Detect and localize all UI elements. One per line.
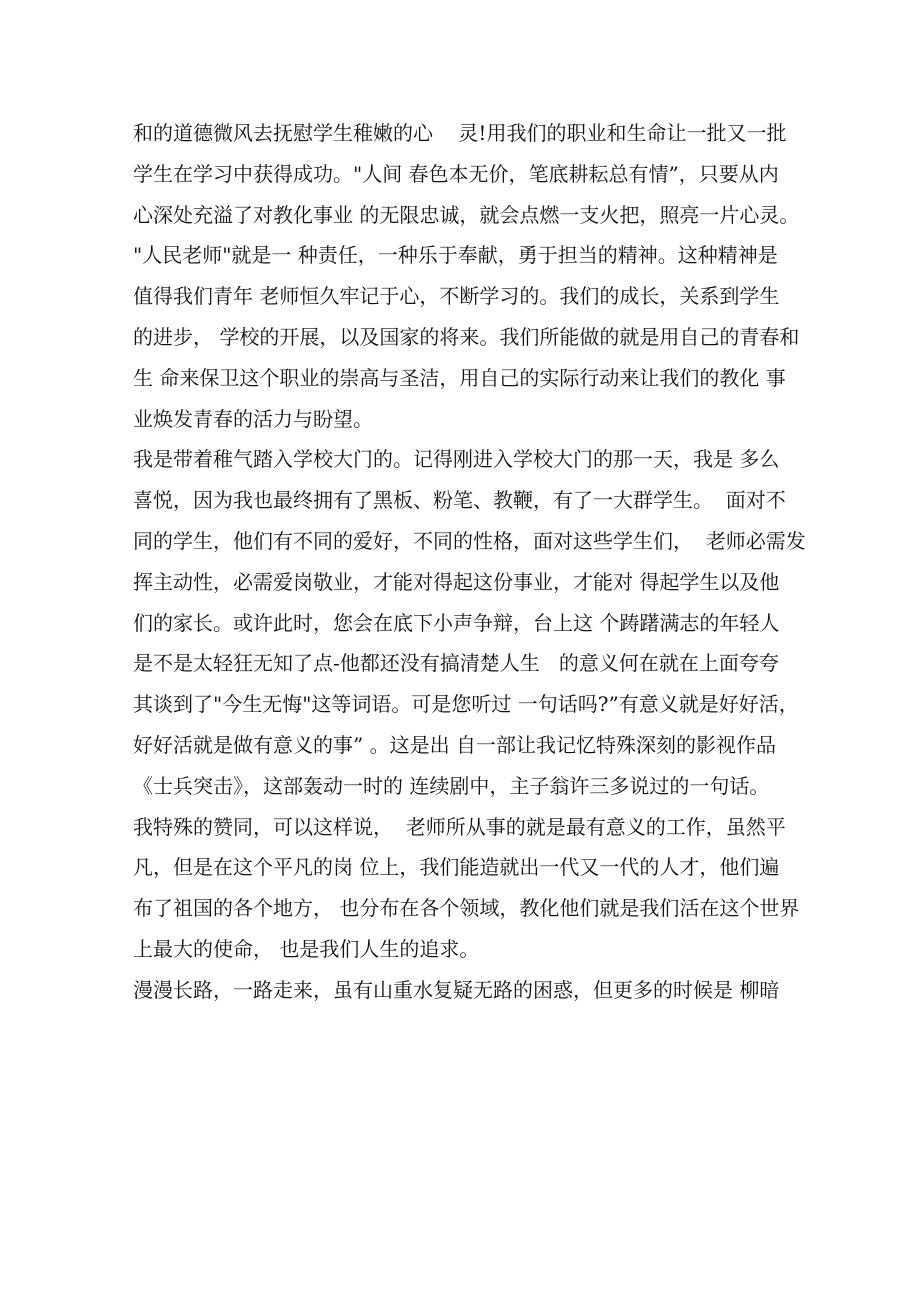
text-line-2: 学生在学习中获得成功。"人间 春色本无价，笔底耕耘总有情”，只要从内 (133, 161, 779, 186)
text-line-19: 凡，但是在这个平凡的岗 位上，我们能造就出一代又一代的人才，他们遍 (133, 855, 780, 880)
body-text (133, 113, 813, 1011)
text-line-18: 我特殊的赞同，可以这样说， 老师所从事的就是最有意义的工作，虽然平 (133, 814, 786, 839)
text-line-14: 是不是太轻狂无知了点-他都还没有搞清楚人生 的意义何在就在上面夸夸 (133, 651, 779, 676)
text-line-22: 漫漫长路，一路走来，虽有山重水复疑无路的困惑，但更多的时候是 柳暗 (133, 977, 780, 1002)
text-line-17: 《士兵突击》，这部轰动一时的 连续剧中，主子翁许三多说过的一句话。 (133, 773, 770, 798)
text-line-12: 挥主动性，必需爱岗敬业，才能对得起这份事业，才能对 得起学生以及他 (133, 569, 780, 594)
text-line-8: 业焕发青春的活力与盼望。 (133, 406, 373, 431)
text-line-10: 喜悦，因为我也最终拥有了黑板、粉笔、教鞭，有了一大群学生。 面对不 (133, 488, 786, 513)
text-line-11: 同的学生，他们有不同的爱好，不同的性格，面对这些学生们， 老师必需发 (133, 528, 806, 553)
text-line-15: 其谈到了"今生无悔"这等词语。可是您听过 一句话吗?”有意义就是好好活， (133, 692, 799, 717)
text-line-7: 生 命来保卫这个职业的崇高与圣洁，用自己的实际行动来让我们的教化 事 (133, 365, 786, 390)
text-line-21: 上最大的使命， 也是我们人生的追求。 (133, 936, 480, 961)
text-line-13: 们的家长。或许此时，您会在底下小声争辩，台上这 个踌躇满志的年轻人 (133, 610, 780, 635)
text-line-16: 好好活就是做有意义的事” 。这是出 自一部让我记忆特殊深刻的影视作品 (133, 732, 776, 757)
text-line-1: 和的道德微风去抚慰学生稚嫩的心 灵!用我们的职业和生命让一批又一批 (133, 121, 787, 145)
text-line-6: 的进步， 学校的开展，以及国家的将来。我们所能做的就是用自己的青春和 (133, 324, 800, 349)
text-line-5: 值得我们青年 老师恒久牢记于心，不断学习的。我们的成长，关系到学生 (133, 284, 780, 309)
text-line-4: "人民老师"就是一 种责任，一种乐于奉献，勇于担当的精神。这种精神是 (133, 243, 778, 268)
text-line-9: 我是带着稚气踏入学校大门的。记得刚进入学校大门的那一天，我是 多么 (133, 447, 780, 472)
text-line-3: 心深处充溢了对教化事业 的无限忠诚，就会点燃一支火把，照亮一片心灵。 (133, 202, 800, 227)
text-line-20: 布了祖国的各个地方， 也分布在各个领域，教化他们就是我们活在这个世界 (133, 896, 800, 921)
